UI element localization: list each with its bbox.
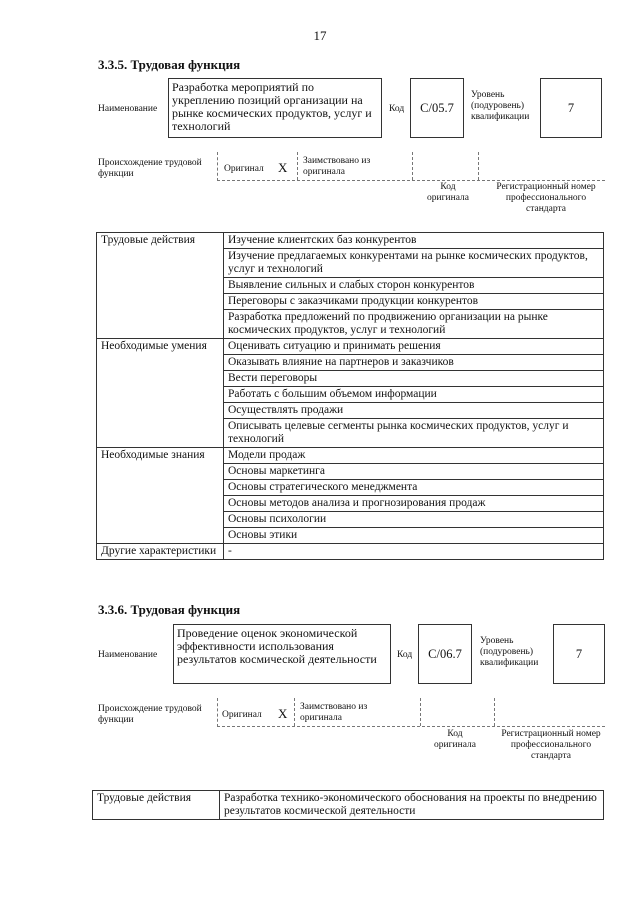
section-heading: 3.3.6. Трудовая функция	[98, 602, 241, 617]
table-row	[97, 448, 604, 464]
code-original-caption: Код оригинала	[427, 182, 469, 203]
origin-divider	[297, 152, 298, 180]
origin-divider	[412, 152, 413, 180]
row-item: Основы стратегического менеджмента	[224, 480, 604, 496]
table-row	[93, 791, 604, 820]
row-label: Необходимые умения	[97, 339, 224, 448]
original-mark: X	[278, 706, 288, 721]
original-label: Оригинал	[224, 164, 264, 174]
function-name-box: Проведение оценок экономической эффективности использования результатов космической деятельности	[173, 624, 391, 684]
code-label: Код	[397, 650, 413, 660]
borrowed-label: Заимствовано из оригинала	[303, 156, 371, 177]
level-label: Уровень (подуровень) квалификации	[471, 90, 530, 122]
row-item: Вести переговоры	[224, 371, 604, 387]
level-value-box: 7	[540, 78, 602, 138]
row-item: Разработка технико-экономического обоснования на проекты по внедрению результатов космической деятельности	[220, 791, 604, 820]
code-original-caption: Код оригинала	[434, 729, 476, 750]
row-label: Трудовые действия	[97, 233, 224, 339]
table-row	[97, 339, 604, 355]
page-number: 17	[313, 28, 327, 43]
row-item: Основы этики	[224, 528, 604, 544]
name-label: Наименование	[98, 650, 158, 660]
row-item: Изучение клиентских баз конкурентов	[224, 233, 604, 249]
labor-function-table	[92, 790, 604, 820]
original-label: Оригинал	[222, 710, 262, 720]
name-label: Наименование	[98, 104, 158, 114]
table-row	[97, 233, 604, 249]
row-item: -	[224, 544, 604, 560]
origin-divider	[294, 698, 295, 726]
row-item: Описывать целевые сегменты рынка космических продуктов, услуг и технологий	[224, 419, 604, 448]
row-item: Осуществлять продажи	[224, 403, 604, 419]
level-label: Уровень (подуровень) квалификации	[480, 636, 539, 668]
row-item: Оказывать влияние на партнеров и заказчиков	[224, 355, 604, 371]
row-label: Необходимые знания	[97, 448, 224, 544]
labor-function-table	[96, 232, 604, 560]
row-item: Выявление сильных и слабых сторон конкурентов	[224, 278, 604, 294]
reg-number-caption: Регистрационный номер профессионального стандарта	[496, 182, 596, 214]
row-item: Основы маркетинга	[224, 464, 604, 480]
row-item: Основы психологии	[224, 512, 604, 528]
row-item: Изучение предлагаемых конкурентами на рынке космических продуктов, услуг и технологий	[224, 249, 604, 278]
origin-divider	[494, 698, 495, 726]
borrowed-label: Заимствовано из оригинала	[300, 702, 368, 723]
row-item: Оценивать ситуацию и принимать решения	[224, 339, 604, 355]
function-name-box: Разработка мероприятий по укреплению позиций организации на рынке космических продуктов, услуг и технологий	[168, 78, 382, 138]
row-label: Трудовые действия	[93, 791, 220, 820]
origin-label: Происхождение трудовой функции	[98, 704, 202, 725]
code-label: Код	[389, 104, 405, 114]
row-item: Основы методов анализа и прогнозирования продаж	[224, 496, 604, 512]
level-value-box: 7	[553, 624, 605, 684]
section-heading: 3.3.5. Трудовая функция	[98, 57, 241, 72]
origin-divider	[420, 698, 421, 726]
row-item: Разработка предложений по продвижению организации на рынке космических продуктов, услуг и технологий	[224, 310, 604, 339]
origin-label: Происхождение трудовой функции	[98, 158, 202, 179]
row-item: Переговоры с заказчиками продукции конкурентов	[224, 294, 604, 310]
reg-number-caption: Регистрационный номер профессионального стандарта	[501, 729, 601, 761]
original-mark: X	[278, 160, 288, 175]
row-item: Работать с большим объемом информации	[224, 387, 604, 403]
row-label: Другие характеристики	[97, 544, 224, 560]
origin-box	[217, 152, 605, 181]
row-item: Модели продаж	[224, 448, 604, 464]
table-row	[97, 544, 604, 560]
origin-box	[217, 698, 605, 727]
code-value-box: С/06.7	[418, 624, 472, 684]
origin-divider	[478, 152, 479, 180]
code-value-box: С/05.7	[410, 78, 464, 138]
